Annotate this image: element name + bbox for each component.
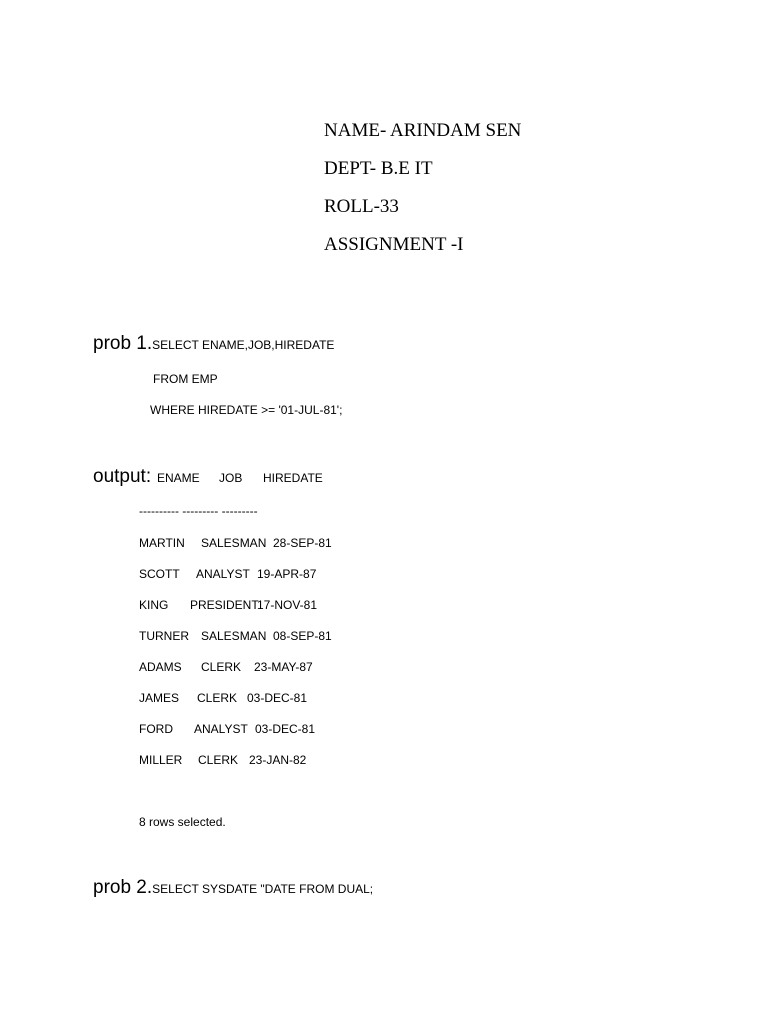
prob1-query-line-3: WHERE HIREDATE >= '01-JUL-81'; (150, 403, 343, 417)
student-name: NAME- ARINDAM SEN (324, 120, 522, 141)
prob2-label: prob 2. (93, 877, 153, 898)
prob1-query-line-1: SELECT ENAME,JOB,HIREDATE (152, 338, 335, 352)
table-row (139, 629, 399, 645)
student-roll: ROLL-33 (324, 196, 399, 217)
prob1-heading (93, 333, 334, 355)
table-row (139, 722, 399, 738)
output-label: output: (93, 466, 152, 487)
row-hiredate: 23-MAY-87 (254, 660, 313, 674)
prob1-label: prob 1. (93, 333, 153, 354)
row-hiredate: 28-SEP-81 (273, 536, 332, 550)
row-job: CLERK (197, 691, 238, 705)
row-ename: ADAMS (139, 660, 182, 674)
output-heading (93, 466, 393, 490)
row-ename: TURNER (139, 629, 189, 643)
row-job: SALESMAN (201, 629, 267, 643)
row-job: CLERK (201, 660, 242, 674)
row-job: ANALYST (196, 567, 250, 581)
row-ename: MARTIN (139, 536, 185, 550)
row-job: PRESIDENT (190, 598, 259, 612)
prob1-query-line-2: FROM EMP (153, 372, 218, 386)
row-ename: FORD (139, 722, 173, 736)
table-row (139, 753, 399, 769)
table-row (139, 536, 399, 552)
prob2-query: SELECT SYSDATE "DATE FROM DUAL; (152, 882, 374, 896)
row-job: SALESMAN (201, 536, 267, 550)
column-header-job: JOB (219, 471, 243, 485)
row-hiredate: 23-JAN-82 (249, 753, 307, 767)
column-header-ename: ENAME (157, 471, 200, 485)
table-row (139, 598, 399, 614)
prob2-heading (93, 877, 373, 899)
row-ename: MILLER (139, 753, 183, 767)
row-hiredate: 19-APR-87 (257, 567, 317, 581)
table-row (139, 660, 399, 676)
row-hiredate: 08-SEP-81 (273, 629, 332, 643)
column-header-hiredate: HIREDATE (263, 471, 323, 485)
rows-selected-footer: 8 rows selected. (139, 815, 226, 829)
table-row (139, 691, 399, 707)
row-job: ANALYST (194, 722, 248, 736)
row-ename: SCOTT (139, 567, 180, 581)
row-hiredate: 03-DEC-81 (247, 691, 308, 705)
row-job: CLERK (198, 753, 239, 767)
table-row (139, 567, 399, 583)
output-separator: ---------- --------- --------- (139, 504, 258, 518)
student-dept: DEPT- B.E IT (324, 158, 433, 179)
assignment-title: ASSIGNMENT -I (324, 234, 464, 255)
row-hiredate: 17-NOV-81 (257, 598, 318, 612)
row-hiredate: 03-DEC-81 (255, 722, 316, 736)
row-ename: KING (139, 598, 169, 612)
row-ename: JAMES (139, 691, 180, 705)
